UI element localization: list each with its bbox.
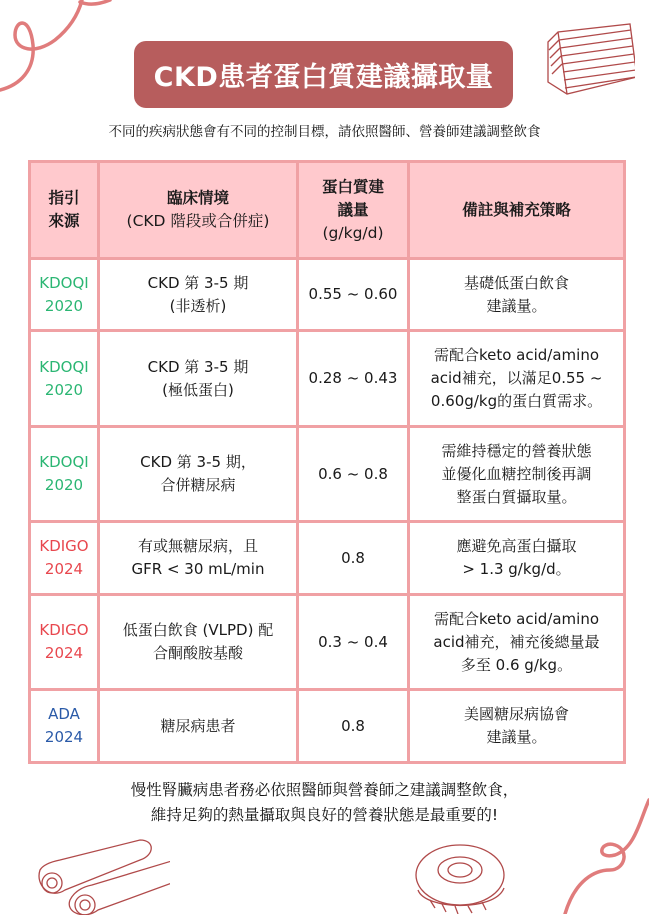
- context-cell-line: CKD 第 3-5 期，: [140, 453, 256, 471]
- table-row: [30, 595, 625, 690]
- notes-cell-line: > 1.3 g/kg/d。: [462, 560, 571, 578]
- notes-cell-line: 整蛋白質攝取量。: [456, 487, 577, 506]
- source-cell-line: KDIGO: [39, 537, 89, 555]
- table-row: [30, 331, 625, 427]
- source-cell: [30, 259, 99, 331]
- notes-cell-line: 建議量。: [486, 728, 547, 746]
- source-cell-line: 2024: [44, 728, 84, 746]
- source-cell-line: KDIGO: [39, 621, 89, 639]
- amount-cell: 0.28 ~ 0.43: [298, 331, 409, 427]
- notes-cell: [409, 427, 625, 522]
- squiggle-top-left-icon: [0, 0, 130, 110]
- context-cell-line: GFR < 30 mL/min: [131, 560, 265, 578]
- source-cell-line: 2020: [44, 476, 84, 494]
- amount-cell: 0.8: [298, 690, 409, 763]
- context-cell-line: 糖尿病患者: [160, 716, 236, 735]
- table-row: [30, 427, 625, 522]
- notes-cell-line: 需配合keto acid/amino: [433, 346, 600, 364]
- source-cell-line: KDOQI: [39, 453, 89, 471]
- context-cell-line: (非透析): [169, 296, 227, 315]
- notes-cell: [409, 259, 625, 331]
- amount-cell: 0.6 ~ 0.8: [298, 427, 409, 522]
- context-cell: [99, 690, 298, 763]
- notes-cell-line: 建議量。: [486, 296, 547, 315]
- notes-cell: [409, 331, 625, 427]
- table-row: [30, 259, 625, 331]
- source-cell: [30, 427, 99, 522]
- context-cell-line: 合併糖尿病: [160, 476, 236, 494]
- bread-rolls-icon: [30, 835, 170, 915]
- notes-cell-line: 需維持穩定的營養狀態: [441, 441, 592, 460]
- bread-loaf-icon: [545, 22, 635, 97]
- source-cell-line: ADA: [48, 705, 80, 723]
- footer-line: 維持足夠的熱量攝取與良好的營養狀態是最重要的!: [150, 806, 499, 824]
- amount-cell: 0.55 ~ 0.60: [298, 259, 409, 331]
- source-cell-line: 2020: [44, 296, 84, 315]
- header-subtext: (CKD 階段或合併症): [126, 212, 270, 230]
- protein-guideline-table: [28, 160, 626, 764]
- context-cell: [99, 427, 298, 522]
- header-notes: 備註與補充策略: [409, 162, 625, 259]
- context-cell: [99, 595, 298, 690]
- source-cell: [30, 522, 99, 595]
- context-cell-line: 有或無糖尿病，且: [137, 537, 258, 555]
- notes-cell: [409, 595, 625, 690]
- notes-cell-line: 美國糖尿病協會: [463, 705, 569, 723]
- subtitle: 不同的疾病狀態會有不同的控制目標，請依照醫師、營養師建議調整飲食: [108, 124, 541, 140]
- header-source: [30, 162, 99, 259]
- notes-cell-line: 0.60g/kg的蛋白質需求。: [430, 392, 603, 410]
- source-cell-line: 2020: [44, 380, 84, 399]
- notes-cell-line: 並優化血糖控制後再調: [441, 464, 592, 483]
- header-text: 議量: [337, 200, 369, 219]
- notes-cell-line: 應避免高蛋白攝取: [456, 537, 577, 555]
- source-cell-line: 2024: [44, 560, 84, 578]
- source-cell-line: KDOQI: [39, 357, 89, 376]
- notes-cell-line: acid補充，以滿足0.55 ~: [430, 369, 603, 387]
- header-text: 來源: [48, 212, 80, 230]
- table-row: [30, 522, 625, 595]
- source-cell: [30, 690, 99, 763]
- notes-cell: [409, 522, 625, 595]
- page-title: CKD患者蛋白質建議攝取量: [134, 41, 513, 108]
- round-bread-icon: [410, 840, 510, 914]
- source-cell: [30, 331, 99, 427]
- context-cell-line: CKD 第 3-5 期: [147, 357, 249, 376]
- context-cell: [99, 259, 298, 331]
- table-header-row: [30, 162, 625, 259]
- notes-cell-line: 多至 0.6 g/kg。: [460, 655, 573, 674]
- context-cell: [99, 331, 298, 427]
- header-unit: (g/kg/d): [322, 223, 384, 242]
- amount-cell: 0.8: [298, 522, 409, 595]
- context-cell: [99, 522, 298, 595]
- header-text: 臨床情境: [166, 189, 229, 207]
- footer-line: 慢性腎臟病患者務必依照醫師與營養師之建議調整飲食，: [130, 781, 519, 799]
- notes-cell-line: 需配合keto acid/amino: [433, 609, 600, 628]
- context-cell-line: (極低蛋白): [162, 380, 234, 399]
- header-text: 指引: [48, 189, 80, 207]
- context-cell-line: CKD 第 3-5 期: [147, 273, 249, 292]
- context-cell-line: 合酮酸胺基酸: [152, 644, 243, 662]
- source-cell-line: KDOQI: [39, 273, 89, 292]
- table-row: [30, 690, 625, 763]
- notes-cell: [409, 690, 625, 763]
- amount-cell: 0.3 ~ 0.4: [298, 595, 409, 690]
- header-text: 蛋白質建: [321, 177, 384, 196]
- source-cell-line: 2024: [44, 644, 84, 662]
- footer-note: [0, 778, 649, 828]
- notes-cell-line: acid補充，補充後總量最: [433, 632, 600, 651]
- context-cell-line: 低蛋白飲食 (VLPD) 配: [122, 621, 274, 639]
- header-context: [99, 162, 298, 259]
- source-cell: [30, 595, 99, 690]
- notes-cell-line: 基礎低蛋白飲食: [463, 273, 569, 292]
- header-amount: [298, 162, 409, 259]
